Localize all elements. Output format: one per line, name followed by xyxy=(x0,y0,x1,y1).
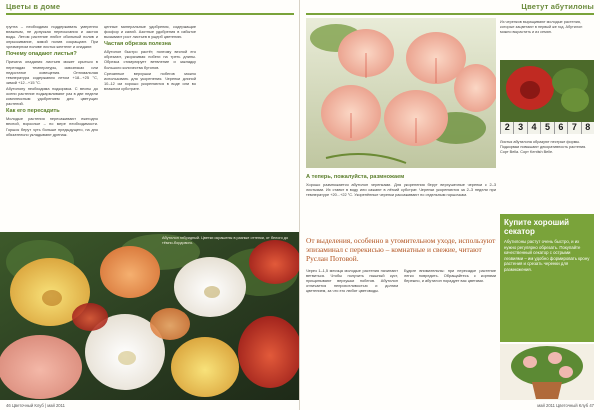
paragraph: Будьте внимательны: при пересадке растение легко повредить. Обращайтесь с корнями бережно, и абутилон порадует вас цветами. xyxy=(404,268,496,284)
paragraph: Срезанные верхушки побегов можно использовать для укоренения. Черенки длиной 10–12 см хорошо укореняются в воде или во влажном субстрате. xyxy=(104,70,196,91)
ruler-digit: 8 xyxy=(581,122,594,134)
red-flower-ruler-photo xyxy=(500,60,594,130)
tip-box xyxy=(500,214,594,342)
right-column-lower-1 xyxy=(306,268,398,398)
ruler-digit: 3 xyxy=(513,122,526,134)
left-column-1 xyxy=(6,24,98,229)
pull-quote: От выделения, особенно в утомительном уходе, используют эпизаминал с перекисью – комнатные и свежие, читают Руслан Потовой. xyxy=(306,236,496,263)
paragraph: грунта – необходимо поддерживать умеренно влажным, не допуская пересыхания и застоя воды. Летом растение любит обильный полив и опрыскивание, зимой полив сокращают. При чрезмерном поливе листья желтеют и опадают. xyxy=(6,24,98,50)
ruler-digit: 6 xyxy=(554,122,567,134)
ruler-digit: 4 xyxy=(527,122,540,134)
ruler-digit: 7 xyxy=(567,122,580,134)
pink-abutilon-photo xyxy=(306,18,496,168)
potted-abutilon-photo xyxy=(500,344,594,400)
folio-left: 46 Цветочный Клуб | май 2011 xyxy=(6,403,65,408)
paragraph: Причина опадания листьев может крыться в перепадах температуры, сквозняках или недостатке освещения. Оптимальная температура содержания летом +18...+25 °С, зимой +12...+15 °С. xyxy=(6,59,98,85)
running-head-right: Цветут абутилоны xyxy=(521,2,594,11)
folio-right: май 2011 Цветочный Клуб 47 xyxy=(537,403,594,408)
right-column-top xyxy=(306,172,496,232)
paragraph: Абутилон быстро растёт, поэтому весной его обрезают, укорачивая побеги на треть длины. Обрезка стимулирует ветвление и закладку большого количества бутонов. xyxy=(104,49,196,70)
paragraph: Хорошо размножается абутилон черенками. Для укоренения берут верхушечные черенки с 2–3 листьями. Их ставят в воду или сажают в лёгкий субстрат. Черенки укореняются за 2–3 недели при температуре +20...+22 °С. Укоренённые черенки рассаживают по отдельным горшочкам. xyxy=(306,182,496,198)
running-head-left: Цветы в доме xyxy=(6,2,61,11)
tip-box-body: Абутилоны растут очень быстро, и их нужно регулярно обрезать. Покупайте качественный секатор с острыми лезвиями – им удобно формировать крону растения и срезать черенки для размножения. xyxy=(504,239,590,272)
ruler-digit: 2 xyxy=(500,122,513,134)
photo-caption-left: Абутилон гибридный. Цветки окрашены в разные оттенки, от белого до тёмно-бордового. xyxy=(162,236,289,245)
subheading: Частая обрезка полезна xyxy=(104,41,171,48)
right-page xyxy=(300,0,600,410)
paragraph: Молодые растения пересаживают ежегодно весной, взрослые – по мере необходимости. Горшок берут чуть больше предыдущего, на дно обязательно укладывают дренаж. xyxy=(6,116,98,137)
abutilon-flowers-photo xyxy=(0,232,300,400)
ruler-digit: 5 xyxy=(540,122,553,134)
header-rule-right xyxy=(306,13,594,15)
tip-box-title: Купите хороший секатор xyxy=(504,218,570,236)
side-note: Листья абутилона образуют пестрые формы. Подкормки повышают декоративность растения. Сорт Bella. Сорт Kentish Belle. xyxy=(500,140,587,154)
subheading: Почему опадают листья? xyxy=(6,51,77,58)
paragraph: Абутилону необходима подкормка. С весны до осени растение подкармливают раз в две недели комплексным удобрением для цветущих растений. xyxy=(6,85,98,107)
left-column-2 xyxy=(104,24,196,229)
subheading: А теперь, пожалуйста, размножаем xyxy=(306,174,405,180)
right-column-lower-2 xyxy=(404,268,496,398)
measuring-ruler xyxy=(500,122,594,134)
photo-caption-right: Из черенков выращивают молодые растения, которые зацветают в первый же год. Абутилон можно вырастить и из семян. xyxy=(500,20,583,34)
paragraph: ценные минеральные удобрения, содержащие фосфор и калий. Азотные удобрения в избытке вызывают рост листьев в ущерб цветению. xyxy=(104,24,196,40)
header-rule-left xyxy=(6,13,294,15)
paragraph: Через 1–1,5 месяца молодые растения начинают ветвиться. Чтобы получить пышный куст, прищипывают верхушки побегов. Абутилон отличается неприхотливостью и долгим цветением, за что его любят цветоводы. xyxy=(306,268,398,294)
subheading: Как его пересадить xyxy=(6,108,60,115)
